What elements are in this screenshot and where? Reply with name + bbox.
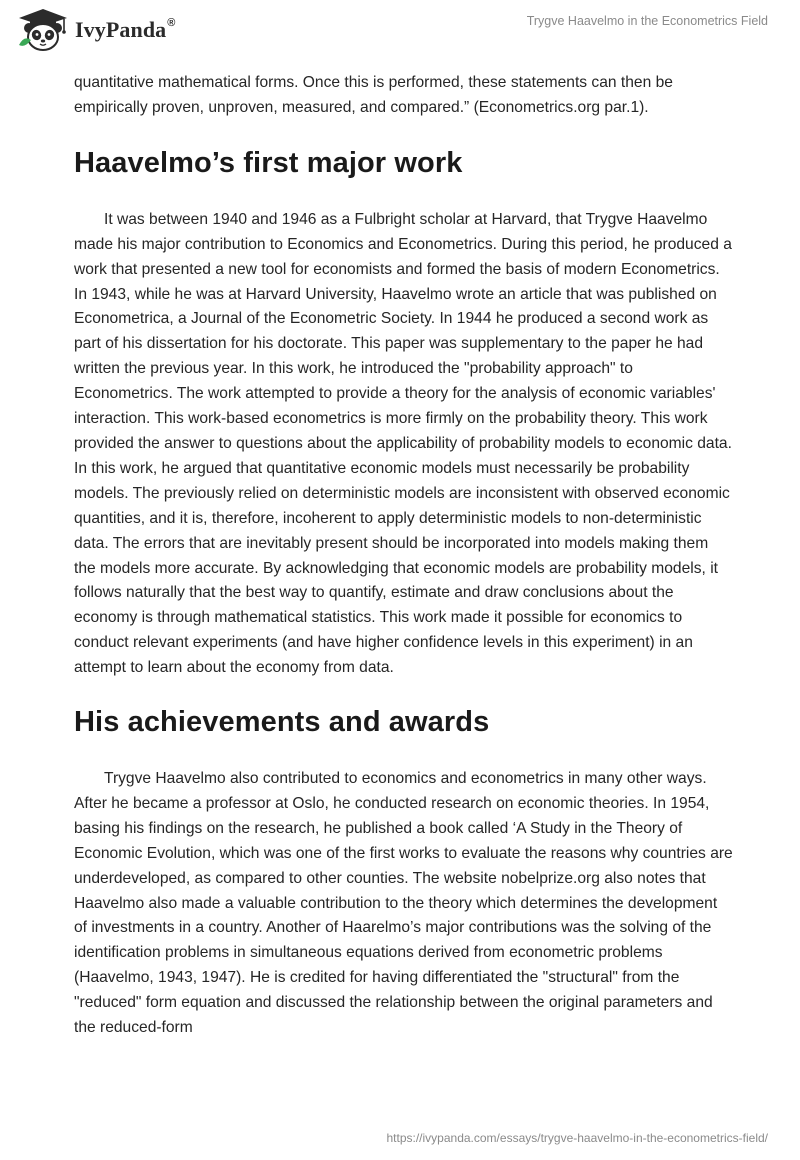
page-header: [0, 0, 800, 60]
source-url[interactable]: https://ivypanda.com/essays/trygve-haavelmo-in-the-econometrics-field/: [386, 1131, 768, 1145]
panda-logo-icon: [15, 7, 71, 53]
logo-text: IvyPanda®: [75, 16, 176, 42]
ivypanda-logo[interactable]: [15, 8, 176, 52]
intro-paragraph: quantitative mathematical forms. Once this is performed, these statements can then be empirically proven, unproven, measured, and compared.” (Econometrics.org par.1).: [74, 74, 673, 116]
section-heading-first-major-work: Haavelmo’s first major work: [74, 146, 463, 179]
document-title: Trygve Haavelmo in the Econometrics Field: [526, 14, 768, 28]
section-heading-achievements: His achievements and awards: [74, 706, 490, 739]
registered-mark: ®: [167, 16, 176, 29]
essay-content: [74, 71, 734, 1041]
section-paragraph-achievements: Trygve Haavelmo also contributed to economics and econometrics in many other ways. After he became a professor at Oslo, he conducted research on economic theories. In 1954, basing his findings on the research, he published a book called ‘A Study in the Theory of Economic Evolution, which was one of the first works to evaluate the reasons why countries are underdeveloped, as compared to other counties. The website nobelprize.org also notes that Haavelmo also made a valuable contribution to the theory which determines the development of investments in a country. Another of Haarelmo’s major contributions was the solving of the identification problems in simultaneous equations derived from econometric problems (Haavelmo, 1943, 1947). He is credited for having differentiated the "structural" from the "reduced" form equation and discussed the relationship between the original parameters and the reduced-form: [74, 770, 733, 1037]
section-paragraph-first-major-work: It was between 1940 and 1946 as a Fulbright scholar at Harvard, that Trygve Haavelmo made his major contribution to Economics and Econometrics. During this period, he produced a work that presented a new tool for economists and formed the basis of modern Econometrics. In 1943, while he was at Harvard University, Haavelmo wrote an article that was published on Econometrica, a Journal of the Econometric Society. In 1944 he produced a second work as part of his dissertation for his doctorate. This paper was supplementary to the paper he had written the previous year. In this work, he introduced the "probability approach" to Econometrics. The work attempted to provide a theory for the analysis of economic variables' interaction. This work-based econometrics is more firmly on the probability theory. This work provided the answer to questions about the applicability of probability models to economic data. In this work, he argued that quantitative economic models must necessarily be probability models. The previously relied on deterministic models are inconsistent with observed economic quantities, and it is, therefore, incoherent to apply deterministic models to non-deterministic data. The errors that are inevitably present should be incorporated into models making them the models more accurate. By acknowledging that economic models are probability models, it follows naturally that the best way to quantify, estimate and draw conclusions about the economy is through mathematical statistics. This work made it possible for economics to conduct relevant experiments (and have higher confidence levels in this experiment) in an attempt to learn about the economy from data.: [74, 210, 732, 677]
